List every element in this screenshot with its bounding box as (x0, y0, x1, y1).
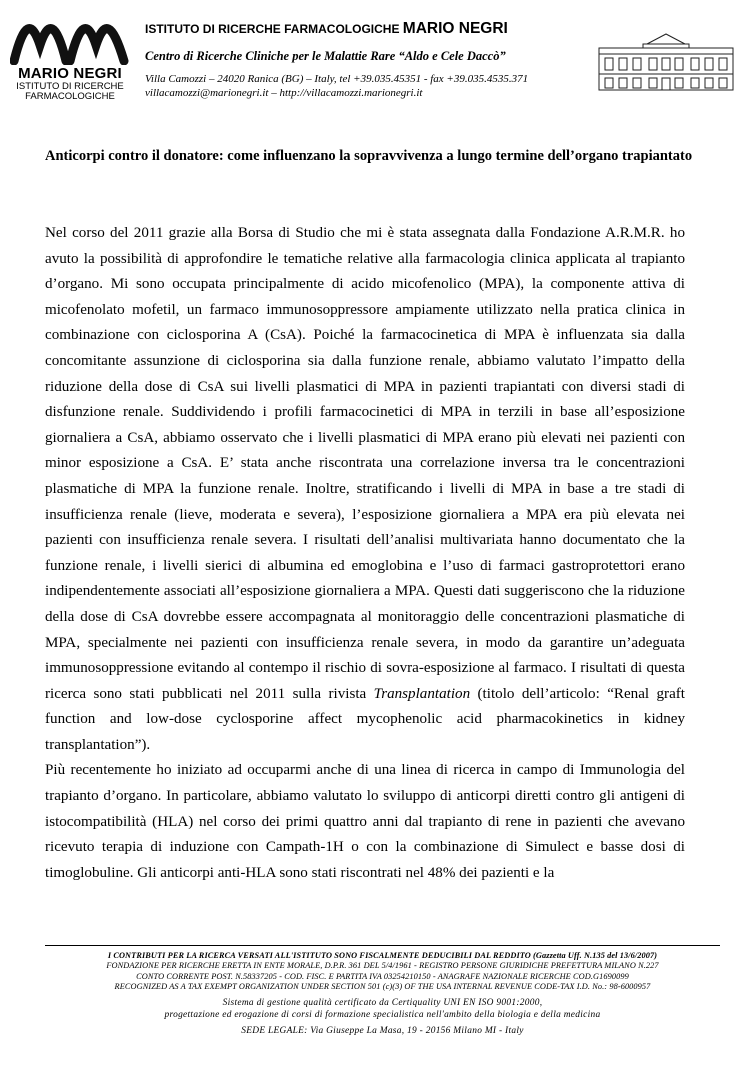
footer-foundation: FONDAZIONE PER RICERCHE ERETTA IN ENTE MORALE, D.P.R. 361 DEL 5/4/1961 - REGISTRO PERSONE GIURIDICHE PREFETTURA MILANO N.227 (106, 961, 659, 971)
footer-quality: Sistema di gestione qualità certificato da Certiquality UNI EN ISO 9001:2000, (222, 997, 543, 1008)
footer-tax-note: I CONTRIBUTI PER LA RICERCA VERSATI ALL'ISTITUTO SONO FISCALMENTE DEDUCIBILI DAL REDDITO (Gazzetta Uff. N.135 del 13/6/2007) (107, 951, 658, 960)
institute-name: MARIO NEGRI (402, 20, 508, 37)
logo-subtitle-line: FARMACOLOGICHE (25, 91, 115, 102)
institute-title (145, 20, 508, 38)
contact-web: villacamozzi@marionegri.it – http://villacamozzi.marionegri.it (145, 87, 423, 99)
contact-address: Villa Camozzi – 24020 Ranica (BG) – Italy, tel +39.035.45351 - fax +39.035.4535.371 (145, 73, 529, 85)
footer-training: progettazione ed erogazione di corsi di formazione specialistica nell'ambito della biologia e della medicina (164, 1009, 601, 1020)
journal-name: Transplantation (373, 685, 471, 702)
contact-info (145, 72, 585, 100)
paragraph-text: Nel corso del 2011 grazie alla Borsa di Studio che mi è stata assegnata dalla Fondazione A.R.M.R. ho avuto la possibilità di approfondire le tematiche relative alla farmacologia clinica applicata al trapianto d’organo. Mi sono occupata principalmente di acido micofenolico (MPA), la componente attiva di micofenolato mofetil, un farmaco immunosoppressore ampiamente utilizzato nella pratica clinica in combinazione con ciclosporina A (CsA). Poiché la farmacocinetica di MPA è influenzata sia dalla concomitante assunzione di ciclosporina sia dalla funzione renale, abbiamo valutato l’impatto della riduzione della dose di CsA sui livelli plasmatici di MPA in pazienti trapiantati con diversi stadi di disfunzione renale. Suddividendo i profili farmacocinetici di MPA in terzili in base all’esposizione giornaliera a CsA, abbiamo osservato che i livelli plasmatici di MPA erano più elevati nei pazienti con minor esposizione a CsA. E’ stata anche riscontrata una correlazione inversa tra le concentrazioni plasmatiche di MPA la funzione renale. Inoltre, stratificando i livelli di MPA in base a tre stadi di insufficienza renale (lieve, moderata e severa), l’esposizione giornaliera a MPA era più elevata nei pazienti con insufficienza renale severa. I risultati dell’analisi multivariata hanno documentato che la funzione renale, i livelli sierici di albumina ed emoglobina e l’uso di farmaci gastroprotettori erano indipendentemente associati all’esposizione giornaliera a MPA. Questi dati suggeriscono che la riduzione della dose di CsA dovrebbe essere accompagnata al monitoraggio delle concentrazioni plasmatiche di MPA, specialmente nei pazienti con insufficienza renale severa, in modo da garantire un’adeguata immunosoppressione evitando al contempo il rischio di sovra-esposizione al farmaco. I risultati di questa ricerca sono stati pubblicati nel 2011 sulla rivista (45, 225, 685, 702)
logo-subtitle-line: ISTITUTO DI RICERCHE (16, 81, 124, 92)
logo-subtitle (10, 82, 130, 102)
footer-divider (45, 945, 720, 946)
institute-prefix: ISTITUTO DI RICERCHE FARMACOLOGICHE (145, 22, 400, 36)
villa-building-icon (597, 30, 735, 92)
center-name: Centro di Ricerche Cliniche per le Malattie Rare “Aldo e Cele Daccò” (145, 49, 506, 63)
footer-account: CONTO CORRENTE POST. N.58337205 - COD. FISC. E PARTITA IVA 03254210150 - ANAGRAFE NAZIONALE RICERCHE COD.G1690099 (136, 971, 629, 981)
footer-tax-exempt: RECOGNIZED AS A TAX EXEMPT ORGANIZATION UNDER SECTION 501 (c)(3) OF THE USA INTERNAL REVENUE CODE-TAX I.D. No.: 98-6000957 (114, 982, 651, 992)
mario-negri-logo (10, 17, 130, 107)
body-paragraph (45, 221, 685, 758)
footer-legal-address: SEDE LEGALE: Via Giuseppe La Masa, 19 - 20156 Milano MI - Italy (241, 1025, 524, 1036)
logo-wave-icon (10, 17, 130, 65)
paragraph-text: (titolo dell’articolo: “Renal graft function and low-dose cyclosporine affect mycophenolic acid pharmacokinetics in kidney transplantation”). (45, 685, 686, 753)
body-paragraph: Più recentemente ho iniziato ad occuparmi anche di una linea di ricerca in campo di Immunologia del trapianto d’organo. In particolare, abbiamo valutato lo sviluppo di anticorpi diretti contro gli antigeni di istocompatibilità (HLA) nel corso dei primi quattro anni dal trapianto di rene in pazienti che avevano ricevuto terapia di induzione con Campath-1H o con la combinazione di Simulect e basse dosi di timoglobuline. Gli anticorpi anti-HLA sono stati riscontrati nel 48% dei pazienti e la (45, 762, 685, 881)
logo-name: MARIO NEGRI (18, 65, 122, 82)
document-title: Anticorpi contro il donatore: come influenzano la sopravvivenza a lungo termine dell’organo trapiantato (45, 148, 693, 164)
footer (45, 951, 720, 1037)
document-body (45, 221, 685, 886)
